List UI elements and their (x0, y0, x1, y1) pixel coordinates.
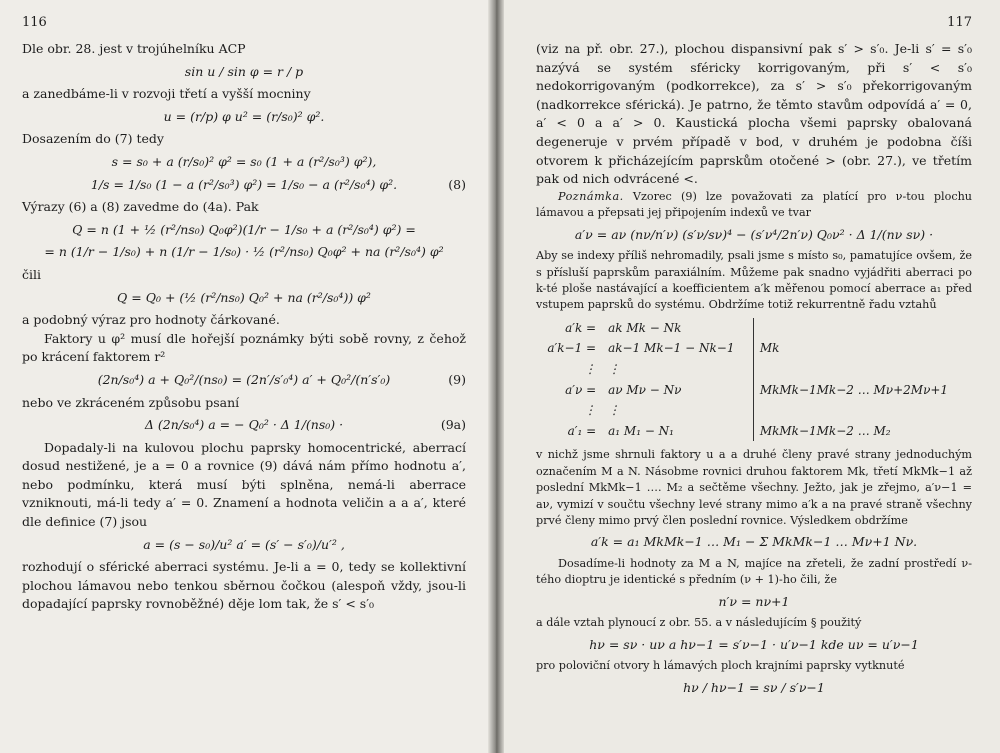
equation (22, 221, 466, 240)
paragraph: v nichž jsme shrnuli faktory u a a druhé členy pravé strany jednoduchým označením M a N. Násobme rovnici druhou faktorem Mk, třetí MkMk−1 až poslední MkMk−1 …. M₂ a sečtěme všechny. Ježto, jak je zřejmo, a′ν−1 = aν, vymizí v součtu všechny levé strany mimo a′k a na pravé straně všechny prvé členy mimo prvý člen poslední rovnice. Výsledkem obdržíme (536, 448, 972, 527)
recurrence-lhs: a′₁ = (567, 423, 597, 438)
equation-text: sin u / sin φ = r / p (184, 63, 304, 79)
paragraph: Výrazy (6) a (8) zavedme do (4a). Pak (22, 199, 259, 215)
equation-number: (9) (448, 371, 466, 387)
recurrence-row (536, 318, 972, 339)
recurrence-row (536, 380, 972, 401)
equation-text: (2n/s₀⁴) a + Q₀²/(ns₀) = (2n′/s′₀⁴) a′ + Q₀²/(n′s′₀) (97, 371, 391, 387)
equation-numbered (22, 176, 466, 195)
equation-text: Δ (2n/s₀⁴) a = − Q₀² · Δ 1/(ns₀) · (144, 417, 344, 433)
equation-text: hν / hν−1 = sν / s′ν−1 (683, 679, 825, 695)
equation (22, 536, 466, 555)
paragraph: a podobný výraz pro hodnoty čárkované. (22, 312, 280, 328)
recurrence-lhs: a′k = (565, 320, 597, 335)
recurrence-rhs: aν Mν − Nν (608, 382, 682, 397)
recurrence-rhs: ak Mk − Nk (608, 320, 682, 335)
equation-text: 1/s = 1/s₀ (1 − a (r²/s₀³) φ²) = 1/s₀ − a (r²/s₀⁴) φ². (90, 176, 398, 192)
note-label: Poznámka. (558, 189, 624, 203)
equation-number: (8) (448, 176, 466, 192)
equation (22, 108, 466, 127)
paragraph: Dosadíme-li hodnoty za M a N, majíce na zřeteli, že zadní prostředí ν-tého dioptru je identické s předním (ν + 1)-ho čili, že (536, 556, 972, 587)
page-number-right: 117 (947, 15, 972, 30)
paragraph: a zanedbáme-li v rozvoji třetí a vyšší mocniny (22, 86, 311, 102)
paragraph: rozhodují o sférické aberraci systému. Je-li a = 0, tedy se kollektivní plochou lámavou nebo tenkou sběrnou čočkou (alespoň vždy, jsou-li dopadající paprsky rovnoběžné) děje lom tak, že s′ < s′₀ (22, 559, 466, 612)
note-text: Vzorec (9) lze považovati za platící pro ν-tou plochu lámavou a přepsati jej připojením indexů ve tvar (536, 189, 972, 220)
recurrence-table-body (536, 318, 972, 442)
recurrence-rhs: ak−1 Mk−1 − Nk−1 (608, 341, 735, 356)
recurrence-row (536, 359, 972, 380)
recurrence-factor: MkMk−1Mk−2 … M₂ (753, 421, 972, 442)
recurrence-factor: Mk (753, 338, 972, 359)
recurrence-factor (753, 400, 972, 421)
paragraph: Faktory u φ² musí dle hořejší poznámky býti sobě rovny, z čehož po krácení faktorem r² (22, 330, 466, 365)
recurrence-row (536, 338, 972, 359)
recurrence-row (536, 400, 972, 421)
equation-text: a′k = a₁ MkMk−1 … M₁ − Σ MkMk−1 … Mν+1 Nν. (590, 534, 918, 550)
paragraph: (viz na př. obr. 27.), plochou dispansivní pak s′ > s′₀. Je-li s′ = s′₀ nazývá se systém sféricky korrigovaným, při s′ < s′₀ nedokorrigovaným (podkorrekce), za s′ > s′₀ překorrigovaným (nadkorrekce sférická). Je patrno, že těmto stavům odpovídá a′ = 0, a′ < 0 a a′ > 0. Kaustická plocha všemi paprsky obalovaná degeneruje v prvém případě v bod, v druhém je podobna číši otvorem k přicházejícím paprskům otočené > (obr. 27.), ve třetím pak od nich odvrácené <. (536, 41, 972, 187)
equation (22, 243, 466, 262)
equation-numbered (22, 371, 466, 390)
equation-text: n′ν = nν+1 (718, 593, 790, 609)
paragraph: a dále vztah plynoucí z obr. 55. a v následujícím § použitý (536, 616, 862, 630)
recurrence-row (536, 421, 972, 442)
paragraph: Aby se indexy příliš nehromadily, psali jsme s místo s₀, pamatujíce ovšem, že s přísluší paprskům paraxiálním. Můžeme pak snadno vyjádřiti aberraci po k-té ploše nastávající a koefficientem a′k měřenou pomocí aberrace a₁ před vstupem paprsků do systému. Obdržíme totiž rekurrentně řadu vztahů (536, 249, 972, 312)
paragraph: Dopadaly-li na kulovou plochu paprsky homocentrické, aberrací dosud nestižené, je a = 0 a rovnice (9) dává nám přímo hodnotu a′, nebo podmínku, která musí býti splněna, nemá-li aberrace vzniknouti, má-li tedy a′ = 0. Znamení a hodnota veličin a a a′, které dle definice (7) jsou (22, 439, 466, 530)
paragraph: Dosazením do (7) tedy (22, 131, 164, 147)
equation-text: u = (r/p) φ u² = (r/s₀)² φ². (163, 108, 325, 124)
book-gutter (488, 0, 504, 753)
paragraph: Dle obr. 28. jest v trojúhelníku ACP (22, 41, 246, 56)
equation-text: = n (1/r − 1/s₀) + n (1/r − 1/s₀) · ½ (r²/ns₀) Q₀φ² + na (r²/s₀⁴) φ² (44, 244, 444, 260)
equation (536, 226, 972, 245)
equation-numbered (22, 416, 466, 435)
recurrence-rhs: a₁ M₁ − N₁ (608, 423, 674, 438)
recurrence-lhs: a′ν = (565, 382, 597, 397)
paragraph: nebo ve zkráceném způsobu psaní (22, 394, 240, 410)
left-page (0, 0, 492, 753)
equation-text: a = (s − s₀)/u² a′ = (s′ − s′₀)/u′² , (143, 536, 345, 552)
paragraph: čili (22, 266, 41, 282)
equation (22, 153, 466, 172)
recurrence-factor (753, 318, 972, 339)
equation (536, 636, 972, 655)
paragraph: pro poloviční otvory h lámavých ploch krajními paprsky vytknuté (536, 659, 905, 673)
recurrence-factor (753, 359, 972, 380)
recurrence-lhs: a′k−1 = (547, 341, 597, 356)
recurrence-lhs: ⋮ (584, 361, 597, 376)
equation (22, 63, 466, 82)
recurrence-factor: MkMk−1Mk−2 … Mν+2Mν+1 (753, 380, 972, 401)
equation (536, 679, 972, 698)
equation-text: hν = sν · uν a hν−1 = s′ν−1 · u′ν−1 kde uν = u′ν−1 (589, 636, 919, 652)
recurrence-rhs: ⋮ (608, 361, 621, 376)
equation-text: s = s₀ + a (r/s₀)² φ² = s₀ (1 + a (r²/s₀³) φ²), (111, 153, 377, 169)
note-paragraph (536, 189, 972, 222)
right-page (500, 0, 1000, 753)
equation-number: (9a) (440, 417, 466, 433)
equation-text: a′ν = aν (nν/n′ν) (s′ν/sν)⁴ − (s′ν⁴/2n′ν) Q₀ν² · Δ 1/(nν sν) · (574, 226, 934, 242)
recurrence-table (536, 318, 972, 442)
recurrence-rhs: ⋮ (608, 403, 621, 418)
page-number-left: 116 (22, 15, 47, 30)
equation-text: Q = Q₀ + (½ (r²/ns₀) Q₀² + na (r²/s₀⁴)) φ² (117, 289, 371, 305)
equation (536, 533, 972, 552)
recurrence-lhs: ⋮ (584, 403, 597, 418)
equation (22, 289, 466, 308)
equation (536, 593, 972, 612)
equation-text: Q = n (1 + ½ (r²/ns₀) Q₀φ²)(1/r − 1/s₀ + a (r²/s₀⁴) φ²) = (72, 221, 416, 237)
